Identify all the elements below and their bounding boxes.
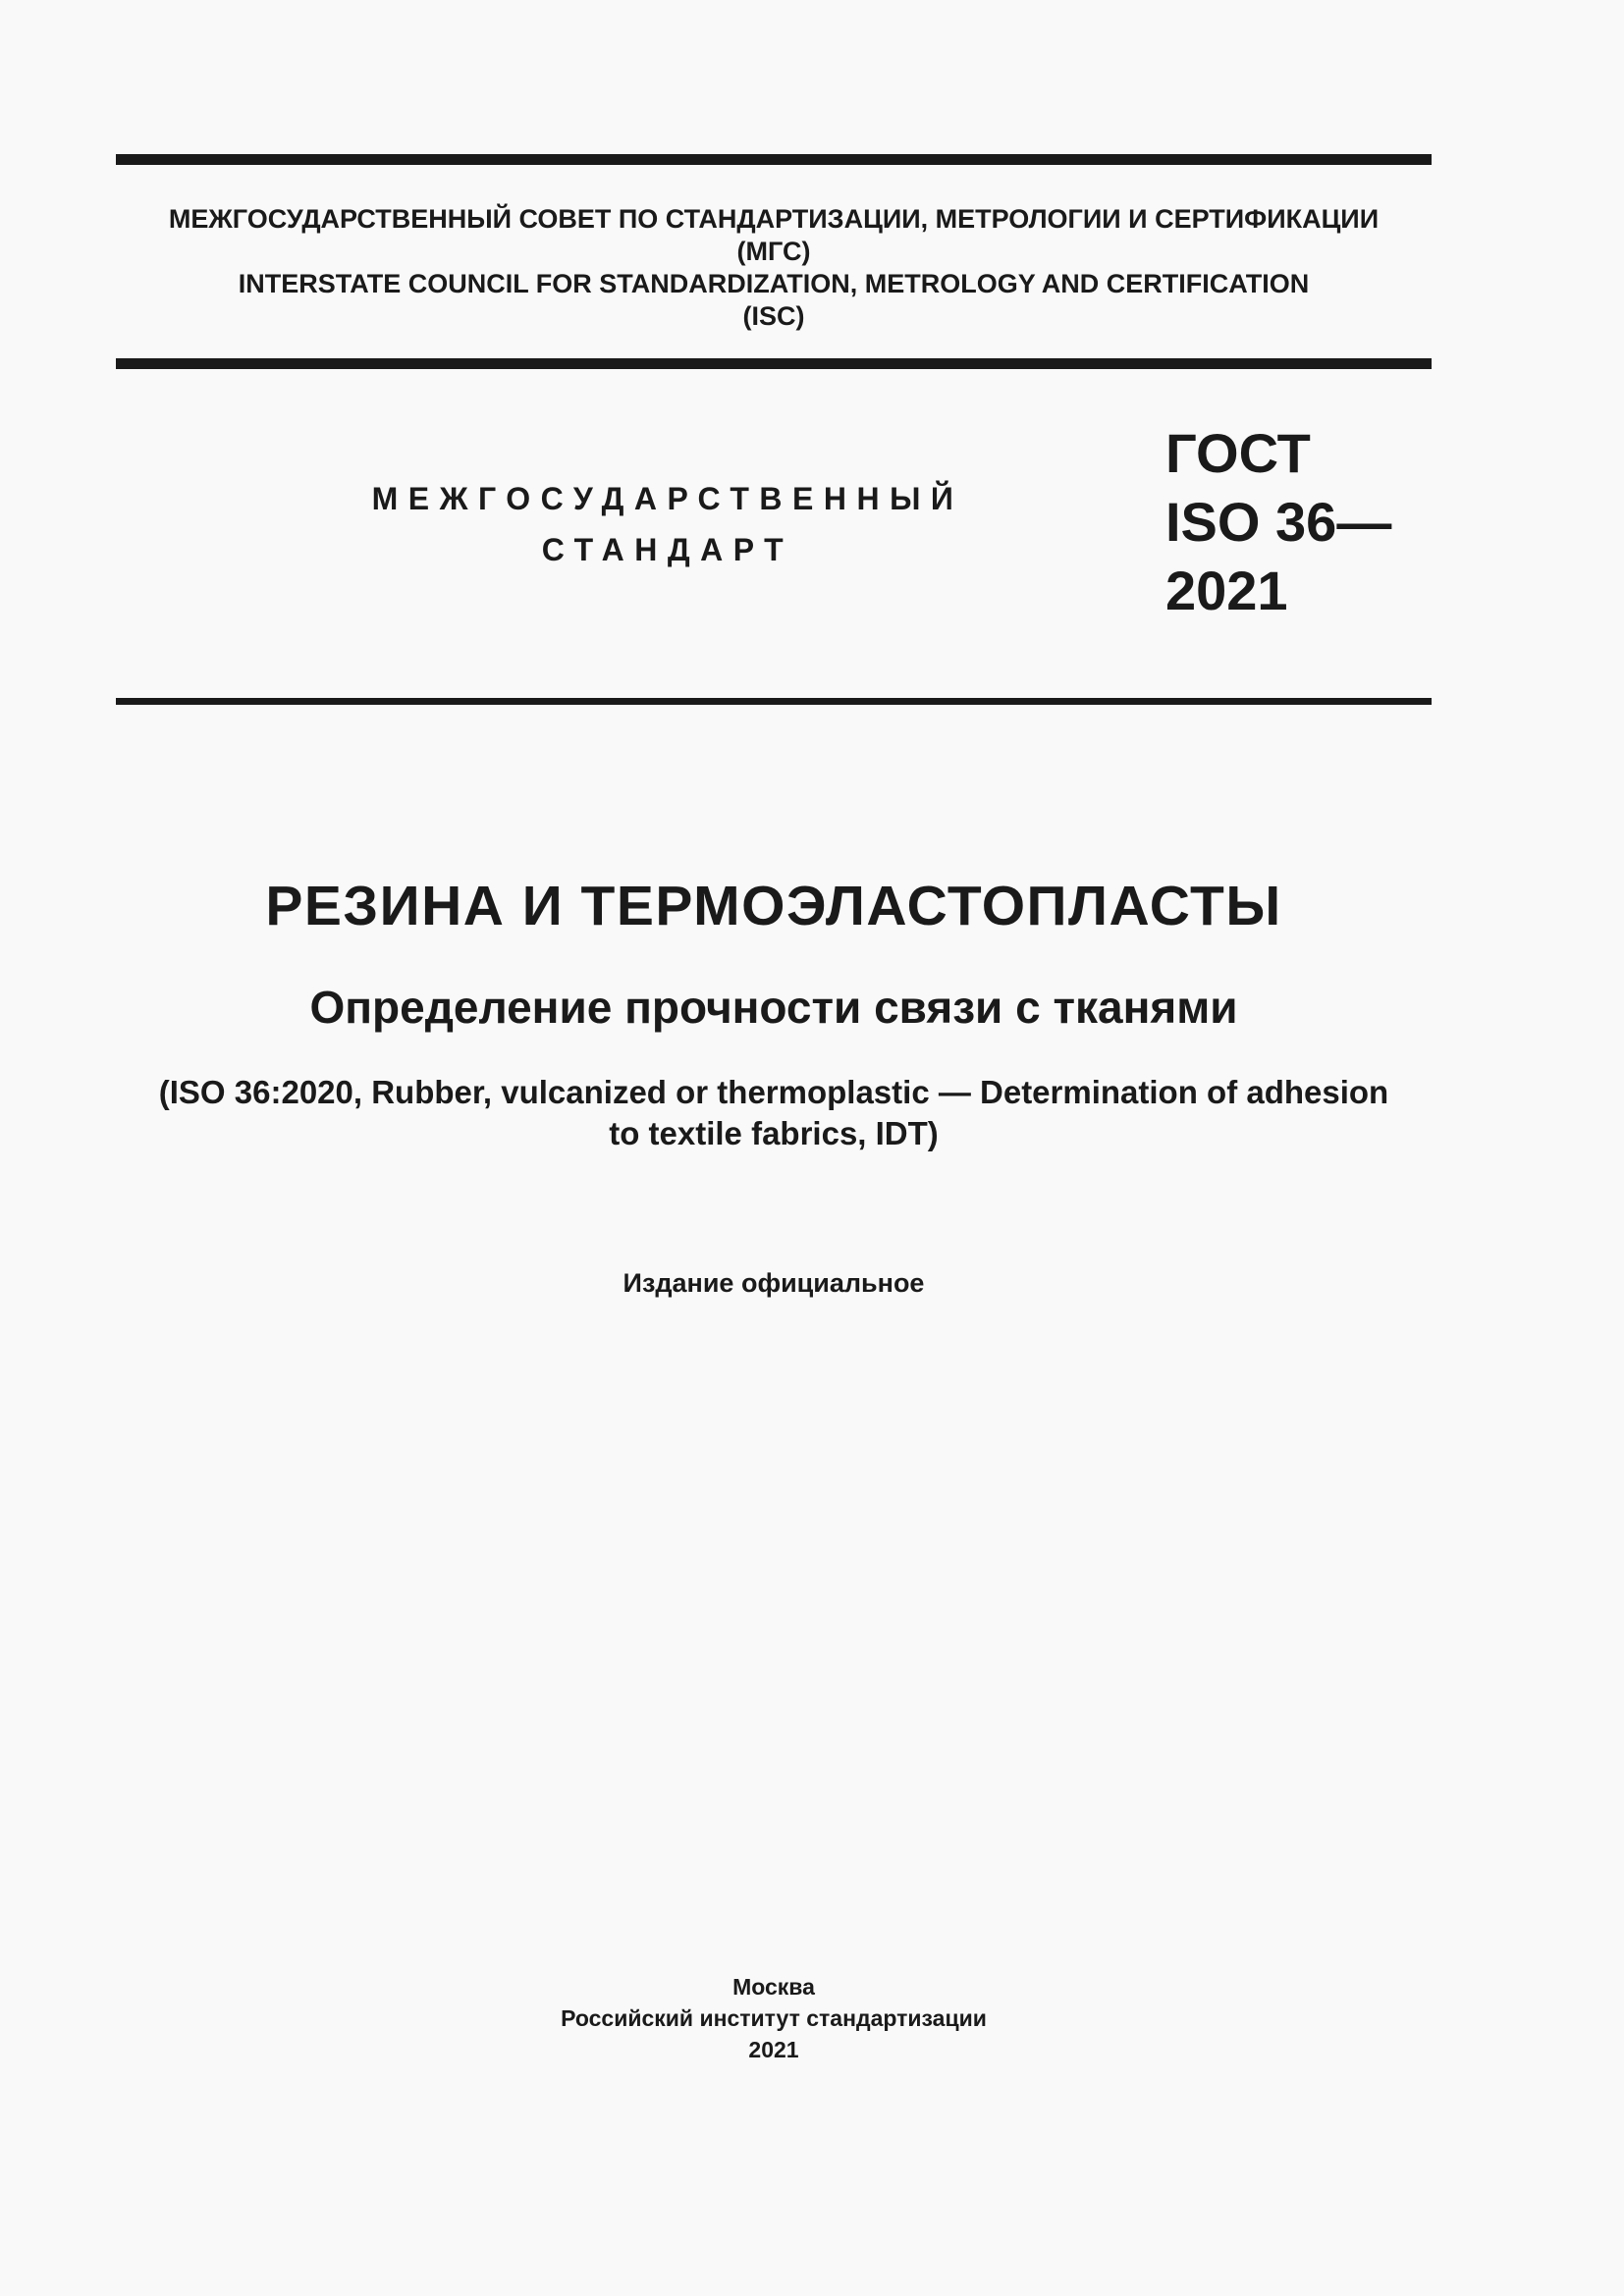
designation-line3: 2021 — [1165, 560, 1288, 621]
council-name-ru-line: МЕЖГОСУДАРСТВЕННЫЙ СОВЕТ ПО СТАНДАРТИЗАЦИИ, МЕТРОЛОГИИ И СЕРТИФИКАЦИИ — [168, 204, 1380, 234]
designation-line1: ГОСТ — [1165, 422, 1311, 484]
iso-reference-line1: (ISO 36:2020, Rubber, vulcanized or thermoplastic — Determination of adhesion — [158, 1074, 1389, 1110]
bottom-rule — [116, 698, 1432, 705]
edition-label: Издание официальное — [623, 1268, 925, 1298]
council-abbrev-ru: (МГС) — [736, 237, 811, 266]
top-rule — [116, 154, 1432, 165]
publisher-block — [116, 1971, 1432, 2065]
council-name-en — [116, 268, 1432, 333]
standard-designation — [1165, 419, 1391, 625]
iso-reference-line2: to textile fabrics, IDT) — [609, 1115, 939, 1151]
publisher-city: Москва — [732, 1974, 815, 2000]
standard-type-line1: МЕЖГОСУДАРСТВЕННЫЙ — [371, 481, 964, 516]
standard-type-line2: СТАНДАРТ — [541, 532, 794, 567]
publisher-name: Российский институт стандартизации — [561, 2005, 987, 2031]
designation-line2: ISO 36— — [1165, 491, 1392, 553]
iso-reference — [116, 1072, 1432, 1154]
council-abbrev-en: (ISC) — [742, 301, 805, 331]
publisher-year: 2021 — [748, 2037, 799, 2062]
document-title: РЕЗИНА И ТЕРМОЭЛАСТОПЛАСТЫ — [265, 875, 1282, 937]
council-name-en-line: INTERSTATE COUNCIL FOR STANDARDIZATION, METROLOGY AND CERTIFICATION — [238, 269, 1310, 298]
middle-rule — [116, 358, 1432, 369]
document-subtitle: Определение прочности связи с тканями — [309, 982, 1238, 1033]
council-name-ru — [116, 203, 1432, 268]
standard-type — [324, 473, 1011, 575]
